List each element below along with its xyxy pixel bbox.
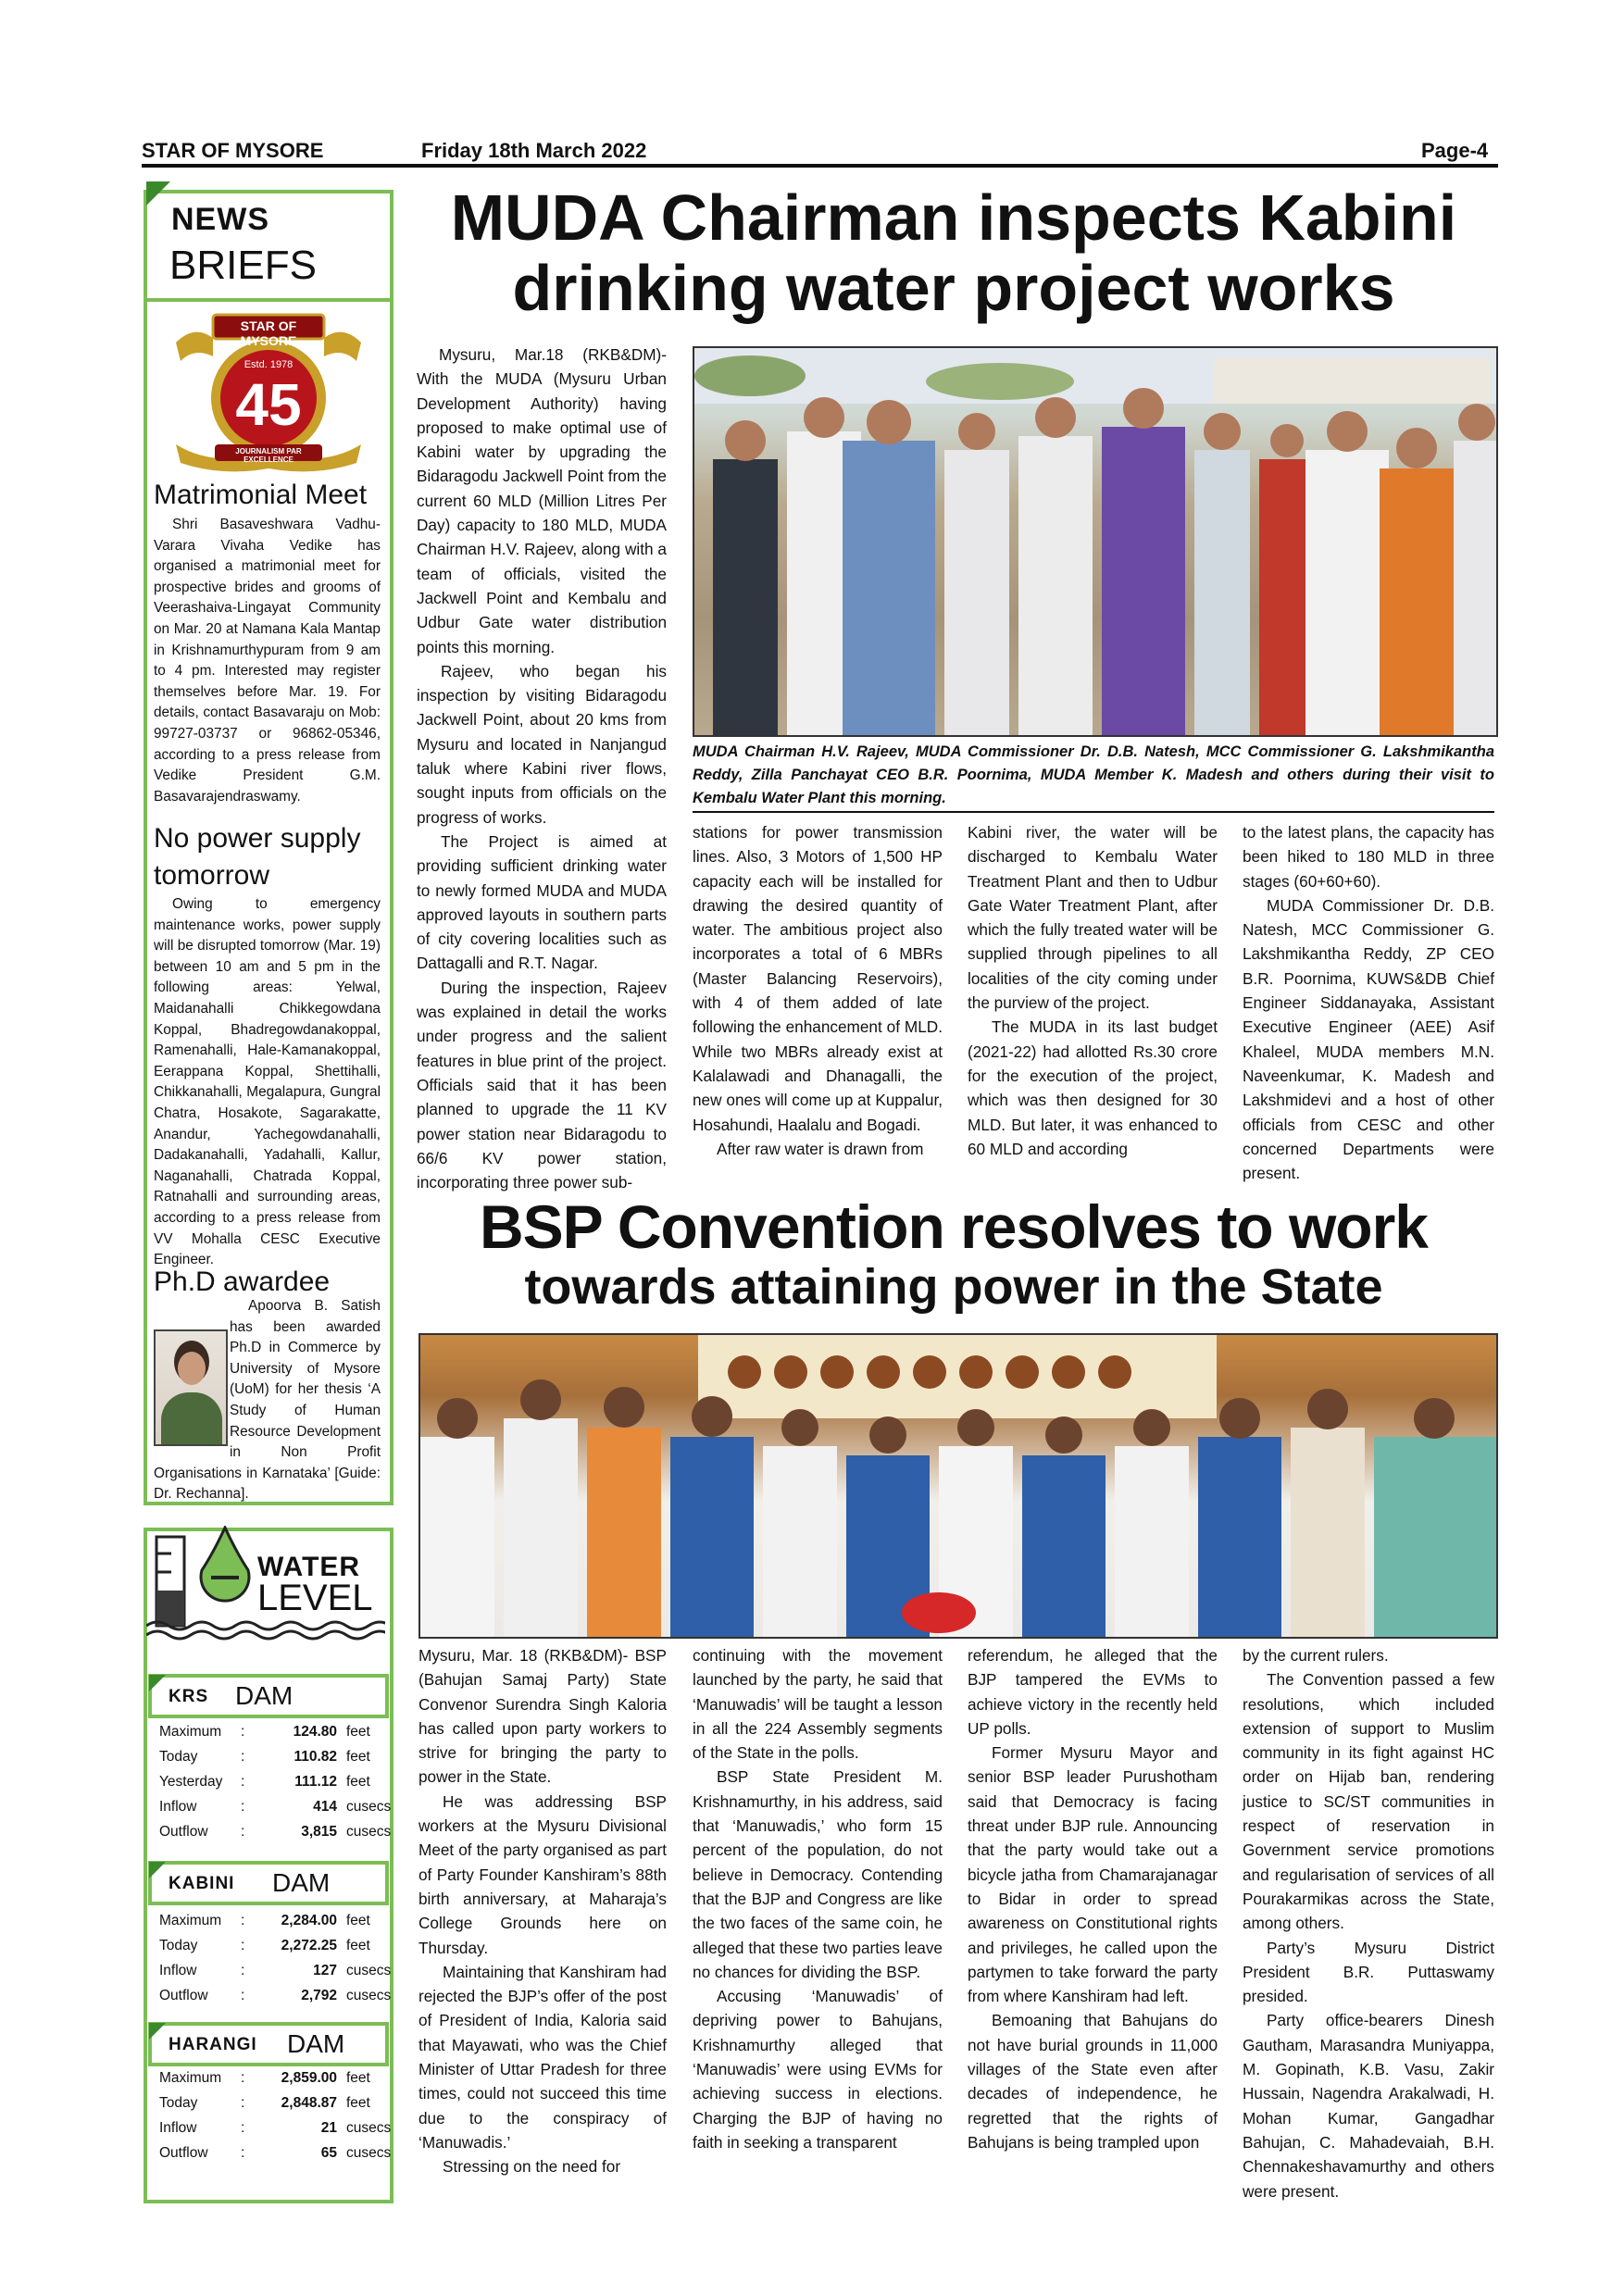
logo-top-text: STAR OF MYSORE	[240, 318, 297, 348]
caption-rule	[693, 811, 1494, 813]
logo-number: 45	[235, 371, 302, 438]
muda-inspection-photo	[693, 346, 1498, 737]
headline-line: towards attaining power in the State	[524, 1259, 1383, 1316]
story2-column-2: continuing with the movement launched by the party, he said that ‘Manuwadis’ will be taught a lesson in all the 224 Assembly segments of the State in the polls. BSP State President M. Krishnamurthy, in his address, said that ‘Manuwadis,’ who form 15 percent of the population, do not believe in Democracy. Contending that the BJP and Congress are like the two faces of the same coin, he alleged that these two parties leave no chances for dividing the BSP. Accusing ‘Manuwadis’ of depriving power to Bahujans, Krishnamurthy alleged that ‘Manuwadis’ were using EVMs for achieving success in elections. Charging the BJP of having no faith in seeking a transparent	[693, 1646, 943, 2152]
story2-column-4: by the current rulers. The Convention passed a few resolutions, which included extension of support to Muslim community in its fight against HC order on Hijab ban, rendering justice to SC/ST communities in respect of reservation in Government service promotions and regularisation of services of all Pourakarmikas across the State, among others. Party’s Mysuru District President B.R. Puttaswamy presided. Party office-bearers Dinesh Gautham, Marasandra Muniyappa, M. Gopinath, K.B. Vasu, Zakir Hussain, Nagendra Arakalwadi, H. Mohan Kumar, Gangadhar Bahujan, C. Mahadevaiah, B.H. Chennakeshavamurthy and others were present.	[1243, 1646, 1494, 2201]
story1-column-4: to the latest plans, the capacity has been hiked to 180 MLD in three stages (60+60+60). MUDA Commissioner Dr. D.B. Natesh, MCC Commissioner G. Lakshmikantha Reddy, ZP CEO B.R. Poornima, KUWS&DB Chief Engineer Siddanayaka, Assistant Executive Engineer (AEE) Asif Khaleel, MUDA members M.N. Naveenkumar, K. Madesh and Lakshmidevi and a host of other officials from CESC and other concerned Departments were present.	[1243, 823, 1494, 1183]
headline-line: MUDA Chairman inspects Kabini	[450, 181, 1457, 254]
story1-column-2: stations for power transmission lines. Also, 3 Motors of 1,500 HP capacity each will be installed for drawing the desired quantity of water. The ambitious project also incorporates a total of 6 MBRs (Master Balancing Reservoirs), with 4 of them added of late following the enhancement of MLD. While two MBRs already exist at Kalalawadi and Dhanagalli, the new ones will come up at Kuppalur, Hosahundi, Haalalu and Bogadi. After raw water is drawn from	[693, 823, 943, 1158]
dam-label: DAM	[272, 1868, 331, 1897]
corner-flag-icon	[146, 181, 170, 206]
brief-body: Apoorva B. Satish has been awarded Ph.D in Commerce by University of Mysore (UoM) for her thesis ‘A Study of Human Resource Development in Non Profit Organisations in Karnataka’ [Guide: Dr. Rechanna].	[154, 1298, 381, 1503]
story2-headline	[407, 1194, 1500, 1315]
water-drop-icon	[196, 1526, 254, 1603]
divider	[144, 298, 394, 302]
story1-column-1: Mysuru, Mar.18 (RKB&DM)- With the MUDA (Mysuru Urban Development Authority) having proposed to make optimal use of Kabini water by upgrading the Bidaragodu Jackwell Point from the current 60 MLD (Million Litres Per Day) capacity to 180 MLD, MUDA Chairman H.V. Rajeev, along with a team of officials, visited the Jackwell Point and Kembalu and Udbur Gate water distribution points this morning. Rajeev, who began his inspection by visiting Bidaragodu Jackwell Point, about 20 kms from Mysuru and located in Nanjangud taluk where Kabini river flows, sought inputs from officials on the progress of works. The Project is aimed at providing sufficient drinking water to newly formed MUDA and MUDA approved layouts in southern parts of city covering localities such as Dattagalli and R.T. Nagar. During the inspection, Rajeev was explained in detail the works under progress and the salient features in blue print of the project. Officials said that it has been planned to upgrade the 11 KV power station near Bidaragodu to 66/6 KV power station, incorporating three power sub-	[417, 345, 667, 1192]
brief-heading: Matrimonial Meet	[154, 480, 368, 510]
dam-title-harangi	[148, 2022, 389, 2066]
dam-name: KRS	[169, 1687, 209, 1706]
water-gauge-icon	[153, 1535, 190, 1628]
brief-heading: No power supply tomorrow	[154, 823, 361, 891]
story2-column-3: referendum, he alleged that the BJP tampered the EVMs to achieve victory in the recently held UP polls. Former Mysuru Mayor and senior BSP leader Purushotham said that Democracy is facing threat under BJP rule. Announcing that the party would take out a bicycle jatha from Chamarajanagar to Bidar in order to spread awareness on Constitutional rights and privileges, he called upon the partymen to take forward the party from where Kanshiram had left. Bemoaning that Bahujans do not have burial grounds in 11,000 villages of the State even after decades of independence, he regretted that the rights of Bahujans is being trampled upon	[968, 1646, 1218, 2152]
header-rule	[142, 164, 1498, 168]
page-number: Page-4	[1421, 139, 1489, 162]
bsp-convention-photo	[418, 1333, 1498, 1639]
dam-title-kabini	[148, 1861, 389, 1905]
logo-motto: JOURNALISM PAR EXCELLENCE	[235, 447, 302, 464]
dam-label: DAM	[287, 2029, 345, 2058]
story1-headline	[407, 183, 1500, 323]
water-level-title: WATER	[257, 1552, 361, 1582]
photo-caption: MUDA Chairman H.V. Rajeev, MUDA Commissioner Dr. D.B. Natesh, MCC Commissioner G. Lakshmikantha Reddy, Zilla Panchayat CEO B.R. Poornima, MUDA Member K. Madesh and others during their visit to Kembalu Water Plant this morning.	[693, 743, 1494, 806]
dam-title-krs	[148, 1674, 389, 1718]
headline-line: drinking water project works	[512, 251, 1395, 324]
dam-name: HARANGI	[169, 2035, 257, 2054]
water-level-subtitle: LEVEL	[257, 1578, 373, 1618]
dam-label: DAM	[235, 1681, 294, 1710]
headline-line: BSP Convention resolves to work	[479, 1192, 1429, 1261]
corner-flag-icon	[149, 1675, 166, 1691]
dam-name: KABINI	[169, 1874, 235, 1893]
brief-body: Shri Basaveshwara Vadhu-Varara Vivaha Vedike has organised a matrimonial meet for prospective brides and grooms of Veerashaiva-Lingayat Community on Mar. 20 at Namana Kala Mantap in Krishnamurthypuram from 9 am to 4 pm. Interested may register themselves before Mar. 19. For details, contact Basavaraju on Mob: 99727-03737 or 96862-05346, according to a press release from Vedike President G.M. Basavarajendraswamy.	[154, 517, 381, 805]
brief-body: Owing to emergency maintenance works, power supply will be disrupted tomorrow (Mar. 19) between 10 am and 5 pm in the following areas: Yelwal, Maidanahalli Chikkegowdana Koppal, Bhadregowdanakoppal, Ramenahalli, Hale-Kamanakoppal, Eerappana Koppal, Shettihalli, Chikkanahalli, Megalapura, Gungral Chatra, Hosakote, Sagarakatte, Anandur, Yachegowdanahalli, Dadakanahalli, Yadahalli, Kallur, Naganahalli, Chatrada Koppal, Ratnahalli and surrounding areas, according to a press release from VV Mohalla CESC Executive Engineer.	[154, 896, 381, 1268]
star-of-mysore-45-logo	[157, 306, 380, 481]
news-briefs-subtitle: BRIEFS	[169, 243, 317, 288]
story2-column-1: Mysuru, Mar. 18 (RKB&DM)- BSP (Bahujan Samaj Party) State Convenor Surendra Singh Kaloria has called upon party workers to strive for bringing the party to power in the State. He was addressing BSP workers at the Mysuru Divisional Meet of the party organised as part of Party Founder Kanshiram’s 88th birth anniversary, at Maharaja’s College Grounds here on Thursday. Maintaining that Kanshiram had rejected the BJP’s offer of the post of President of India, Kaloria said that Mayawati, who was the Chief Minister of Uttar Pradesh for three times, could not succeed this time due to the conspiracy of ‘Manuwadis.’ Stressing on the need for	[418, 1646, 667, 2177]
story1-column-3: Kabini river, the water will be discharged to Kembalu Water Treatment Plant and then to Udbur Gate Water Treatment Plant, after which the fully treated water will be supplied through pipelines to all localities of the city coming under the purview of the project. The MUDA in its last budget (2021-22) had allotted Rs.30 crore for the execution of the project, which was then designed for 30 MLD. But later, it was enhanced to 60 MLD and according	[968, 823, 1218, 1158]
issue-date: Friday 18th March 2022	[421, 139, 647, 162]
news-briefs-title: NEWS	[171, 202, 269, 237]
logo-estd-text: Estd. 1978	[244, 359, 294, 370]
corner-flag-icon	[149, 1862, 166, 1878]
waves-decoration	[146, 1618, 385, 1641]
corner-flag-icon	[149, 2023, 166, 2040]
brief-heading: Ph.D awardee	[154, 1267, 331, 1297]
paper-name: STAR OF MYSORE	[142, 139, 324, 162]
